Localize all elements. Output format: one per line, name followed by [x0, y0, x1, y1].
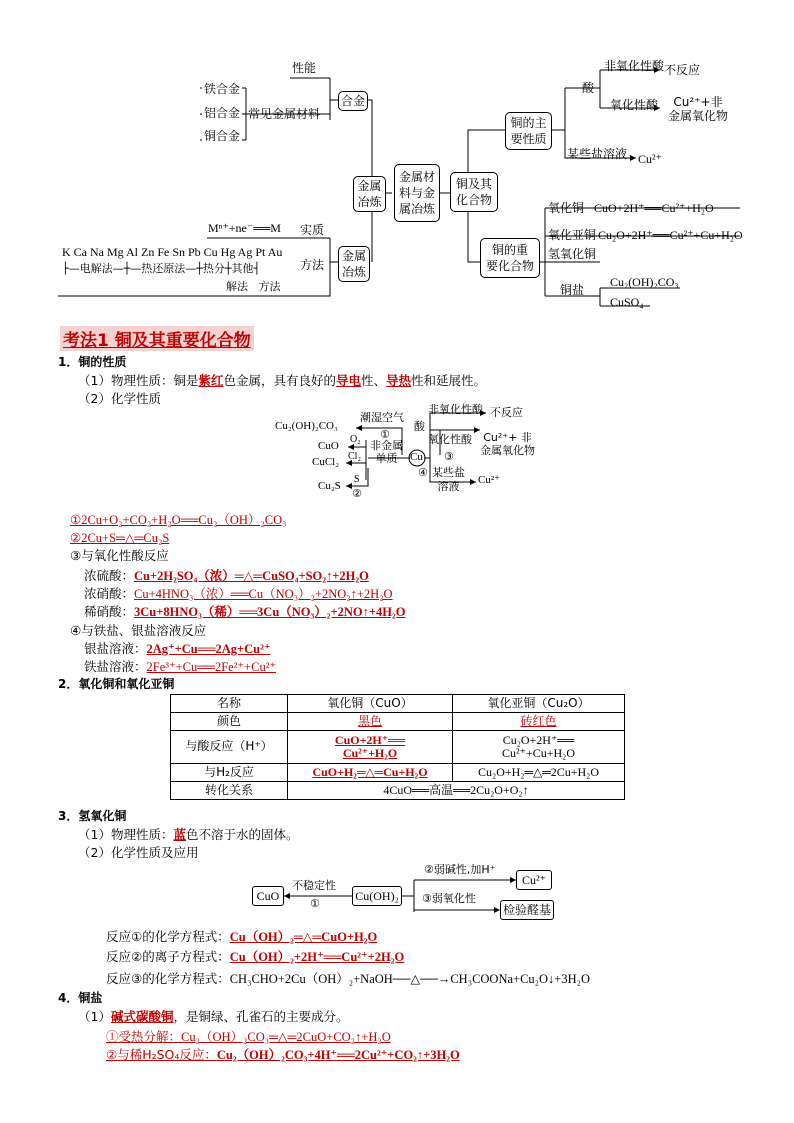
- eq-1: ①2Cu+O₂+CO₂+H₂O══Cu₂（OH）₂CO₃: [70, 513, 287, 527]
- physical-text-e: 性、: [361, 373, 387, 388]
- cu2o-equation: Cu₂O+2H⁺══Cu²⁺+Cu+H₂O: [598, 228, 743, 242]
- d-cu2s: Cu₂S: [318, 480, 341, 492]
- row-h2-label: 与H₂反应: [171, 764, 288, 782]
- s4-line2: ①受热分解：Cu₂（OH）₂CO₃═△═2CuO+CO₂↑+H₂O: [106, 1030, 391, 1044]
- r1: [106, 930, 377, 944]
- s4-title: 4．铜盐: [58, 991, 103, 1005]
- s4-line3: [106, 1048, 460, 1062]
- s1-title: 1．铜的性质: [58, 355, 127, 369]
- d-unstable: 不稳定性: [292, 879, 336, 892]
- center-node: 金属材 料与金 属冶炼: [394, 164, 440, 222]
- s3-phys-color: 蓝: [173, 827, 186, 842]
- oxidizing-result: Cu²⁺+非 金属氧化物: [668, 95, 729, 123]
- d-cu2: Cu²⁺: [478, 474, 500, 486]
- cu2o-color: 砖红色: [453, 713, 625, 731]
- method-label: 方法: [300, 258, 325, 272]
- d-salt-solution: 某些盐 溶液: [432, 466, 465, 494]
- d-weak-ox: ③弱氧化性: [422, 892, 476, 905]
- th-cuo: 氧化铜（CuO）: [288, 695, 453, 713]
- d-circle-1: ①: [380, 428, 390, 441]
- eq-3c-formula: 3Cu+8HNO₃（稀）══3Cu（NO₃）₂+2NO↑+4H₂O: [134, 605, 406, 619]
- cu2o-label: 氧化亚铜: [548, 228, 597, 242]
- cuo-acid-1: CuO+2H⁺══: [334, 732, 406, 747]
- no-reaction: 不反应: [664, 63, 701, 77]
- alloy-iron: 铁合金: [202, 80, 242, 98]
- r3-label: 反应③的化学方程式：: [106, 971, 230, 986]
- s3-phys-a: （1）物理性质：: [78, 827, 174, 842]
- th-name: 名称: [171, 695, 288, 713]
- cuo-acid-2: Cu²⁺+H₂O: [342, 746, 398, 760]
- s4-l1-a: （1）: [78, 1009, 111, 1024]
- alloy-aluminum: 铝合金: [202, 104, 242, 122]
- alloy-performance: 性能: [292, 61, 317, 75]
- eq-4a-formula: 2Ag⁺+Cu══2Ag+Cu²⁺: [146, 642, 271, 656]
- cuoh2-label: 氢氧化铜: [548, 247, 597, 261]
- box-cuo: CuO: [252, 886, 284, 906]
- r1-formula: Cu（OH）₂═△═CuO+H₂O: [229, 930, 378, 944]
- d-ox-acid: 氧化性酸: [428, 433, 472, 446]
- salt-1: Cu₂(OH)₂CO₃: [610, 275, 679, 289]
- s4-l1-c: ，是铜绿、孔雀石的主要成分。: [173, 1009, 349, 1024]
- d-cu: Cu: [410, 451, 423, 463]
- eq-4b-formula: 2Fe³⁺+Cu══2Fe²⁺+Cu²⁺: [146, 660, 277, 674]
- alloy-copper: 铜合金: [202, 127, 242, 145]
- physical-text-a: （1）物理性质：铜是: [78, 373, 199, 388]
- d-o2: O₂: [350, 434, 361, 445]
- eq-4: ④与铁盐、银盐溶液反应: [70, 623, 207, 638]
- eq-4b-label: 铁盐溶液：: [84, 659, 147, 674]
- cuo-equation: CuO+2H⁺══Cu²⁺+H₂O: [594, 201, 714, 215]
- physical-text-g: 性和延展性。: [411, 373, 487, 388]
- d-cl2: Cl₂: [348, 451, 361, 462]
- cuo-color: 黑色: [288, 713, 453, 731]
- row-color-label: 颜色: [171, 713, 288, 731]
- s4-l3-formula: Cu₂（OH）₂CO₃+4H⁺══2Cu²⁺+CO₂↑+3H₂O: [216, 1048, 460, 1062]
- s3-chem: （2）化学性质及应用: [78, 845, 199, 860]
- r2: [106, 950, 404, 964]
- box-cuoh2: Cu(OH)₂: [352, 886, 402, 906]
- d-nonmetal: 非金属 单质: [370, 439, 403, 465]
- eq-2: ②2Cu+S═△═Cu₂S: [70, 531, 170, 545]
- smelt-top-node: 金属 冶炼: [353, 176, 386, 212]
- s1-chemical: （2）化学性质: [78, 391, 161, 406]
- s3-title: 3．氢氧化铜: [58, 809, 127, 823]
- box-cu2: Cu²⁺: [516, 870, 552, 890]
- eq-4a-label: 银盐溶液：: [84, 641, 147, 656]
- d-circle-1: ①: [310, 897, 320, 910]
- d-s: S: [354, 474, 360, 485]
- eq-3c-label: 稀硝酸：: [84, 604, 135, 619]
- acid-label: 酸: [582, 81, 595, 95]
- d-weak-base: ②弱碱性,加H⁺: [424, 863, 496, 876]
- section-heading: 考法1 铜及其重要化合物: [60, 326, 254, 351]
- essence-label: 实质: [300, 223, 325, 237]
- copper-node: 铜及其 化合物: [450, 172, 498, 212]
- d-circle-2: ②: [352, 487, 362, 500]
- main-props-node: 铜的主 要性质: [505, 112, 552, 150]
- d-ox-result: Cu²⁺+ 非 金属氧化物: [480, 431, 535, 457]
- d-acid: 酸: [414, 420, 425, 433]
- row-conv-label: 转化关系: [171, 782, 288, 800]
- conversion: 4CuO══高温══2Cu₂O+O₂↑: [288, 782, 625, 800]
- d-circle-4: ④: [418, 466, 428, 479]
- oxidizing-acid: 氧化性酸: [610, 98, 659, 112]
- method-row: ├—电解法—┼—热还原法—┼热分┼其他┤: [62, 262, 261, 275]
- eq-3a-formula: Cu+2H₂SO₄（浓）═△═CuSO₄+SO₂↑+2H₂O: [134, 569, 369, 583]
- smelt-bottom-node: 金属 冶炼: [338, 246, 370, 282]
- alloy-node: 合金: [338, 91, 368, 111]
- r3-formula: CH₃CHO+2Cu（OH）₂+NaOH──△──→CH₃COONa+Cu₂O↓+3H₂O: [229, 972, 591, 986]
- non-oxidizing-acid: 非氧化性酸: [604, 59, 665, 73]
- basic-copper-carbonate: 碱式碳酸铜: [110, 1009, 174, 1024]
- cuo-label: 氧化铜: [548, 201, 585, 215]
- salt-2: CuSO₄: [610, 295, 644, 309]
- cu2-ion: Cu²⁺: [638, 152, 662, 166]
- d-nonox-acid: 非氧化性酸: [428, 403, 483, 416]
- physical-color: 紫红: [198, 373, 224, 388]
- copper-salt-label: 铜盐: [560, 283, 585, 297]
- d-moist-air: 潮湿空气: [360, 411, 404, 424]
- compounds-node: 铜的重 要化合物: [480, 238, 540, 278]
- th-cu2o: 氧化亚铜（Cu₂O）: [453, 695, 625, 713]
- r2-label: 反应②的离子方程式：: [106, 949, 230, 964]
- physical-conduct-e: 导电: [336, 373, 362, 388]
- s2-title: 2．氧化铜和氧化亚铜: [58, 677, 175, 691]
- cu2o-acid-2: Cu²⁺+Cu+H₂O: [502, 746, 575, 760]
- cu2o-h2: Cu₂O+H₂═△═2Cu+H₂O: [453, 764, 625, 782]
- physical-conduct-h: 导热: [386, 373, 412, 388]
- d-no-reaction: 不反应: [490, 406, 523, 419]
- salt-solution: 某些盐溶液: [567, 147, 628, 161]
- method-row2: 解法 方法: [226, 280, 281, 293]
- s4-l3-label: ②与稀H₂SO₄反应：: [106, 1047, 217, 1062]
- eq-3a-label: 浓硫酸：: [84, 568, 135, 583]
- physical-text-c: 色金属，具有良好的: [223, 373, 336, 388]
- cu2o-acid-1: Cu₂O+2H⁺══: [502, 732, 575, 747]
- d-cucl2: CuCl₂: [312, 456, 340, 468]
- r1-label: 反应①的化学方程式：: [106, 929, 230, 944]
- eq-3b-formula: Cu+4HNO₃（浓）══Cu（NO₃）₂+2NO₂↑+2H₂O: [134, 587, 393, 601]
- activity-series: K Ca Na Mg Al Zn Fe Sn Pb Cu Hg Ag Pt Au: [62, 245, 283, 259]
- eq-3: ③与氧化性酸反应: [70, 548, 169, 563]
- d-cu2oh2co3: Cu₂(OH)₂CO₃: [275, 420, 338, 432]
- row-acid-label: 与酸反应（H⁺）: [171, 731, 288, 764]
- d-circle-3: ③: [444, 450, 454, 463]
- eq-3b-label: 浓硝酸：: [84, 586, 135, 601]
- r3: [106, 972, 590, 986]
- box-aldehyde: 检验醛基: [500, 900, 554, 920]
- essence-equation: Mⁿ⁺+ne⁻══M: [208, 221, 281, 235]
- s3-phys-c: 色不溶于水的固体。: [185, 827, 299, 842]
- common-metal-materials: 常见金属材料: [248, 107, 321, 121]
- cuo-h2: CuO+H₂═△═Cu+H₂O: [288, 764, 453, 782]
- r2-formula: Cu（OH）₂+2H⁺══Cu²⁺+2H₂O: [229, 950, 405, 964]
- d-cuo: CuO: [318, 440, 339, 452]
- s4-line1: [78, 1010, 348, 1024]
